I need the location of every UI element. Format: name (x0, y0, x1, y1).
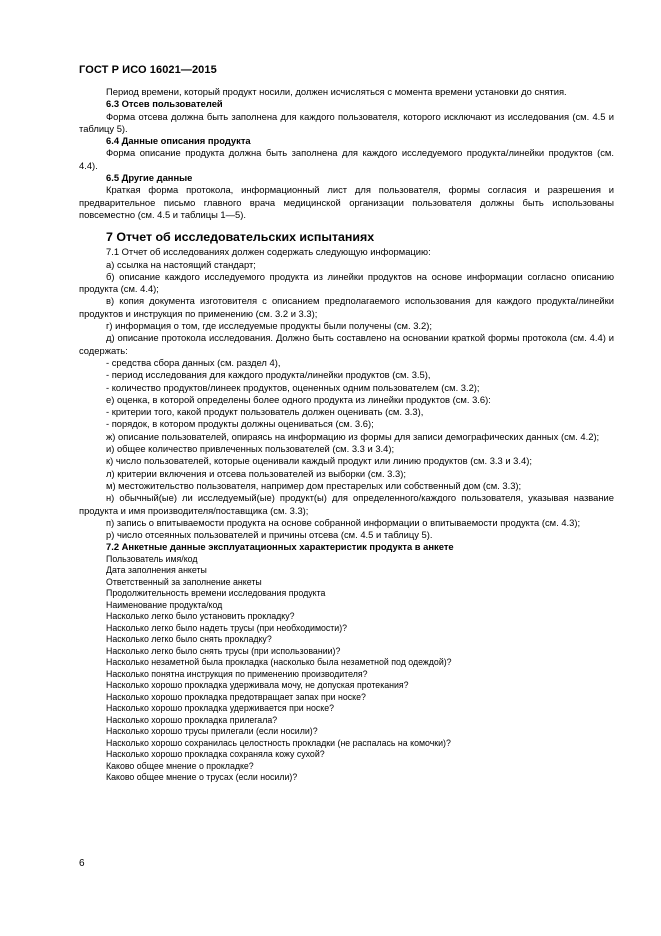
list-item: д) описание протокола исследования. Должно быть составлено на основании краткой формы протокола (см. 4.4) и содержать: (79, 332, 614, 356)
dash-item: - критерии того, какой продукт пользователь должен оценивать (см. 3.3), (106, 406, 424, 418)
page-number: 6 (79, 858, 85, 869)
dash-item: - средства сбора данных (см. раздел 4), (106, 356, 281, 368)
questionnaire-item: Каково общее мнение о трусах (если носили)? (106, 772, 298, 783)
questionnaire-item: Насколько хорошо сохранилась целостность прокладки (не распалась на комочки)? (106, 737, 451, 748)
questionnaire-item: Дата заполнения анкеты (106, 565, 207, 576)
questionnaire-item: Наименование продукта/код (106, 599, 223, 610)
questionnaire-item: Насколько хорошо прокладка удерживается при носке? (106, 703, 335, 714)
section-7-1-intro: 7.1 Отчет об исследованиях должен содержать следующую информацию: (106, 246, 431, 258)
questionnaire-item: Продолжительность времени исследования продукта (106, 588, 326, 599)
document-header: ГОСТ Р ИСО 16021—2015 (79, 64, 217, 76)
list-item: ж) описание пользователей, опираясь на информацию из формы для записи демографических данных (см. 4.2); (106, 430, 600, 442)
list-item: и) общее количество привлеченных пользователей (см. 3.3 и 3.4); (106, 443, 395, 455)
section-7-2-title: 7.2 Анкетные данные эксплуатационных характеристик продукта в анкете (106, 541, 454, 553)
questionnaire-item: Насколько хорошо прокладка удерживала мочу, не допуская протекания? (106, 680, 409, 691)
section-6-3-title: 6.3 Отсев пользователей (106, 98, 223, 110)
questionnaire-item: Насколько хорошо прокладка прилегала? (106, 714, 278, 725)
section-6-3-text: Форма отсева должна быть заполнена для каждого пользователя, которого исключают из исследования (см. 4.5 и таблицу 5). (79, 110, 614, 134)
questionnaire-item: Насколько легко было установить прокладку? (106, 611, 295, 622)
list-item: в) копия документа изготовителя с описанием предполагаемого использования для каждого продукта/линейки продуктов и инструкция по применению (см. 3.2 и 3.3); (79, 295, 614, 319)
section-6-5-text: Краткая форма протокола, информационный лист для пользователя, формы согласия и разрешения и предварительное письмо главного врача медицинской организации пользователя должны быть использованы повсеместно (см. 4.5 и таблицы 1—5). (79, 184, 614, 220)
questionnaire-item: Ответственный за заполнение анкеты (106, 576, 262, 587)
section-6-5-title: 6.5 Другие данные (106, 172, 193, 184)
list-item: е) оценка, в которой определены более одного продукта из линейки продуктов (см. 3.6): (106, 393, 491, 405)
dash-item: - период исследования для каждого продукта/линейки продуктов (см. 3.5), (106, 369, 431, 381)
questionnaire-item: Каково общее мнение о прокладке? (106, 760, 254, 771)
dash-item: - порядок, в котором продукты должны оцениваться (см. 3.6); (106, 418, 374, 430)
dash-item: - количество продуктов/линеек продуктов, оцененных одним пользователем (см. 3.2); (106, 381, 480, 393)
questionnaire-item: Насколько легко было надеть трусы (при необходимости)? (106, 622, 348, 633)
list-item: к) число пользователей, которые оценивали каждый продукт или линию продуктов (см. 3.3 и 3.4); (106, 455, 532, 467)
questionnaire-item: Насколько легко было снять прокладку? (106, 634, 272, 645)
list-item: п) запись о впитываемости продукта на основе собранной информации о впитываемости продукта (см. 4.3); (106, 516, 581, 528)
paragraph-intro: Период времени, который продукт носили, должен исчисляться с момента времени установки до снятия. (106, 86, 567, 97)
list-item: р) число отсеянных пользователей и причины отсева (см. 4.5 и таблицу 5). (106, 529, 433, 541)
document-body (79, 86, 614, 784)
list-item: н) обычный(ые) ли исследуемый(ые) продукт(ы) для определенного/каждого пользователя, указывая название продукта и имя производителя/поставщика (см. 3.3); (79, 492, 614, 516)
list-item: л) критерии включения и отсева пользователей из выборки (см. 3.3); (106, 467, 406, 479)
questionnaire-item: Пользователь имя/код (106, 553, 198, 564)
questionnaire-item: Насколько незаметной была прокладка (насколько была незаметной под одеждой)? (106, 657, 452, 668)
section-6-4-title: 6.4 Данные описания продукта (106, 135, 251, 147)
section-6-4-text: Форма описание продукта должна быть заполнена для каждого исследуемого продукта/линейки продуктов (см. 4.4). (79, 147, 614, 171)
questionnaire-item: Насколько хорошо трусы прилегали (если носили)? (106, 726, 318, 737)
list-item: м) местожительство пользователя, например дом престарелых или собственный дом (см. 3.3); (106, 479, 522, 491)
questionnaire-item: Насколько хорошо прокладка предотвращает запах при носке? (106, 691, 366, 702)
list-item: а) ссылка на настоящий стандарт; (106, 258, 256, 270)
list-item: г) информация о том, где исследуемые продукты были получены (см. 3.2); (106, 320, 432, 332)
list-item: б) описание каждого исследуемого продукта из линейки продуктов на основе информации согласно описанию продукта (см. 4.4); (79, 270, 614, 295)
questionnaire-item: Насколько хорошо прокладка сохраняла кожу сухой? (106, 749, 325, 760)
section-7-heading: 7 Отчет об исследовательских испытаниях (106, 230, 375, 245)
questionnaire-item: Насколько понятна инструкция по применению производителя? (106, 668, 368, 679)
questionnaire-item: Насколько легко было снять трусы (при использовании)? (106, 645, 341, 656)
